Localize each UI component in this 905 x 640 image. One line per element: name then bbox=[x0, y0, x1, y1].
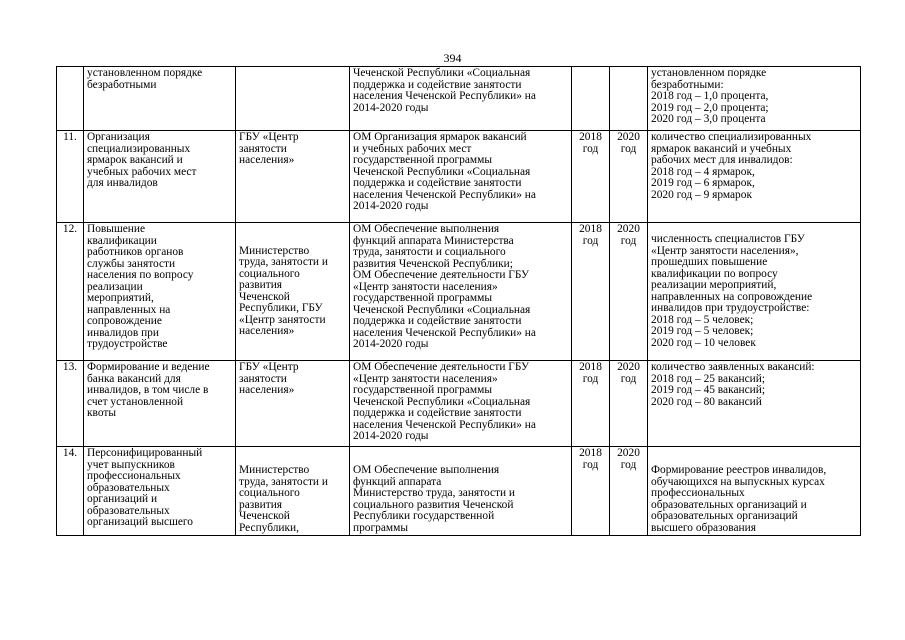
row-number: 13. bbox=[57, 361, 84, 447]
indicator: количество заявленных вакансий: 2018 год – 25 вакансий; 2019 год – 45 вакансий; 2020 год – 80 вакансий bbox=[648, 361, 861, 447]
start-year: 2018 год bbox=[572, 131, 610, 223]
start-year: 2018 год bbox=[572, 447, 610, 536]
measure-name: установленном порядке безработными bbox=[84, 67, 236, 131]
end-year: 2020 год bbox=[610, 447, 648, 536]
measures-table bbox=[56, 66, 861, 536]
funding-source: ОМ Обеспечение выполнения функций аппарата Министерство труда, занятости и социального развития Чеченской Республики государственной программы bbox=[350, 447, 572, 536]
table-row bbox=[57, 361, 861, 447]
table-row bbox=[57, 131, 861, 223]
measure-name: Повышение квалификации работников органов службы занятости населения по вопросу реализации мероприятий, направленных на сопровождение инвалидов при трудоустройстве bbox=[84, 223, 236, 361]
measure-name: Организация специализированных ярмарок вакансий и учебных рабочих мест для инвалидов bbox=[84, 131, 236, 223]
end-year: 2020 год bbox=[610, 131, 648, 223]
executor: Министерство труда, занятости и социального развития Чеченской Республики, ГБУ «Центр занятости населения» bbox=[236, 223, 350, 361]
table-row bbox=[57, 223, 861, 361]
executor: ГБУ «Центр занятости населения» bbox=[236, 361, 350, 447]
indicator: Формирование реестров инвалидов, обучающихся на выпускных курсах профессиональных образовательных организаций и образовательных организаций высшего образования bbox=[648, 447, 861, 536]
funding-source: ОМ Организация ярмарок вакансий и учебных рабочих мест государственной программы Чеченской Республики «Социальная поддержка и содействие занятости населения Чеченской Республики» на 2014-2020 годы bbox=[350, 131, 572, 223]
end-year: 2020 год bbox=[610, 361, 648, 447]
measure-name: Персонифицированный учет выпускников профессиональных образовательных организаций и образовательных организаций высшего bbox=[84, 447, 236, 536]
start-year bbox=[572, 67, 610, 131]
indicator: количество специализированных ярмарок вакансий и учебных рабочих мест для инвалидов: 2018 год – 4 ярмарок, 2019 год – 6 ярмарок, 2020 год – 9 ярмарок bbox=[648, 131, 861, 223]
row-number: 12. bbox=[57, 223, 84, 361]
start-year: 2018 год bbox=[572, 361, 610, 447]
executor: Министерство труда, занятости и социального развития Чеченской Республики, bbox=[236, 447, 350, 536]
row-number: 11. bbox=[57, 131, 84, 223]
row-number: 14. bbox=[57, 447, 84, 536]
start-year: 2018 год bbox=[572, 223, 610, 361]
end-year bbox=[610, 67, 648, 131]
end-year: 2020 год bbox=[610, 223, 648, 361]
table-row bbox=[57, 67, 861, 131]
executor: ГБУ «Центр занятости населения» bbox=[236, 131, 350, 223]
funding-source: Чеченской Республики «Социальная поддержка и содействие занятости населения Чеченской Республики» на 2014-2020 годы bbox=[350, 67, 572, 131]
funding-source: ОМ Обеспечение деятельности ГБУ «Центр занятости населения» государственной программы Чеченской Республики «Социальная поддержка и содействие занятости населения Чеченской Республики» на 2014-2020 годы bbox=[350, 361, 572, 447]
indicator: численность специалистов ГБУ «Центр занятости населения», прошедших повышение квалификации по вопросу реализации мероприятий, направленных на сопровождение инвалидов при трудоустройстве: 2018 год – 5 человек; 2019 год – 5 человек; 2020 год – 10 человек bbox=[648, 223, 861, 361]
page-number: 394 bbox=[443, 51, 462, 65]
row-number bbox=[57, 67, 84, 131]
table-row bbox=[57, 447, 861, 536]
indicator: установленном порядке безработными: 2018 год – 1,0 процента, 2019 год – 2,0 процентa; 2020 год – 3,0 процента bbox=[648, 67, 861, 131]
funding-source: ОМ Обеспечение выполнения функций аппарата Министерства труда, занятости и социального развития Чеченской Республики; ОМ Обеспечение деятельности ГБУ «Центр занятости населения» государственной программы Чеченской Республики «Социальная поддержка и содействие занятости населения Чеченской Республики» на 2014-2020 годы bbox=[350, 223, 572, 361]
measure-name: Формирование и ведение банка вакансий для инвалидов, в том числе в счет установленной квоты bbox=[84, 361, 236, 447]
executor bbox=[236, 67, 350, 131]
